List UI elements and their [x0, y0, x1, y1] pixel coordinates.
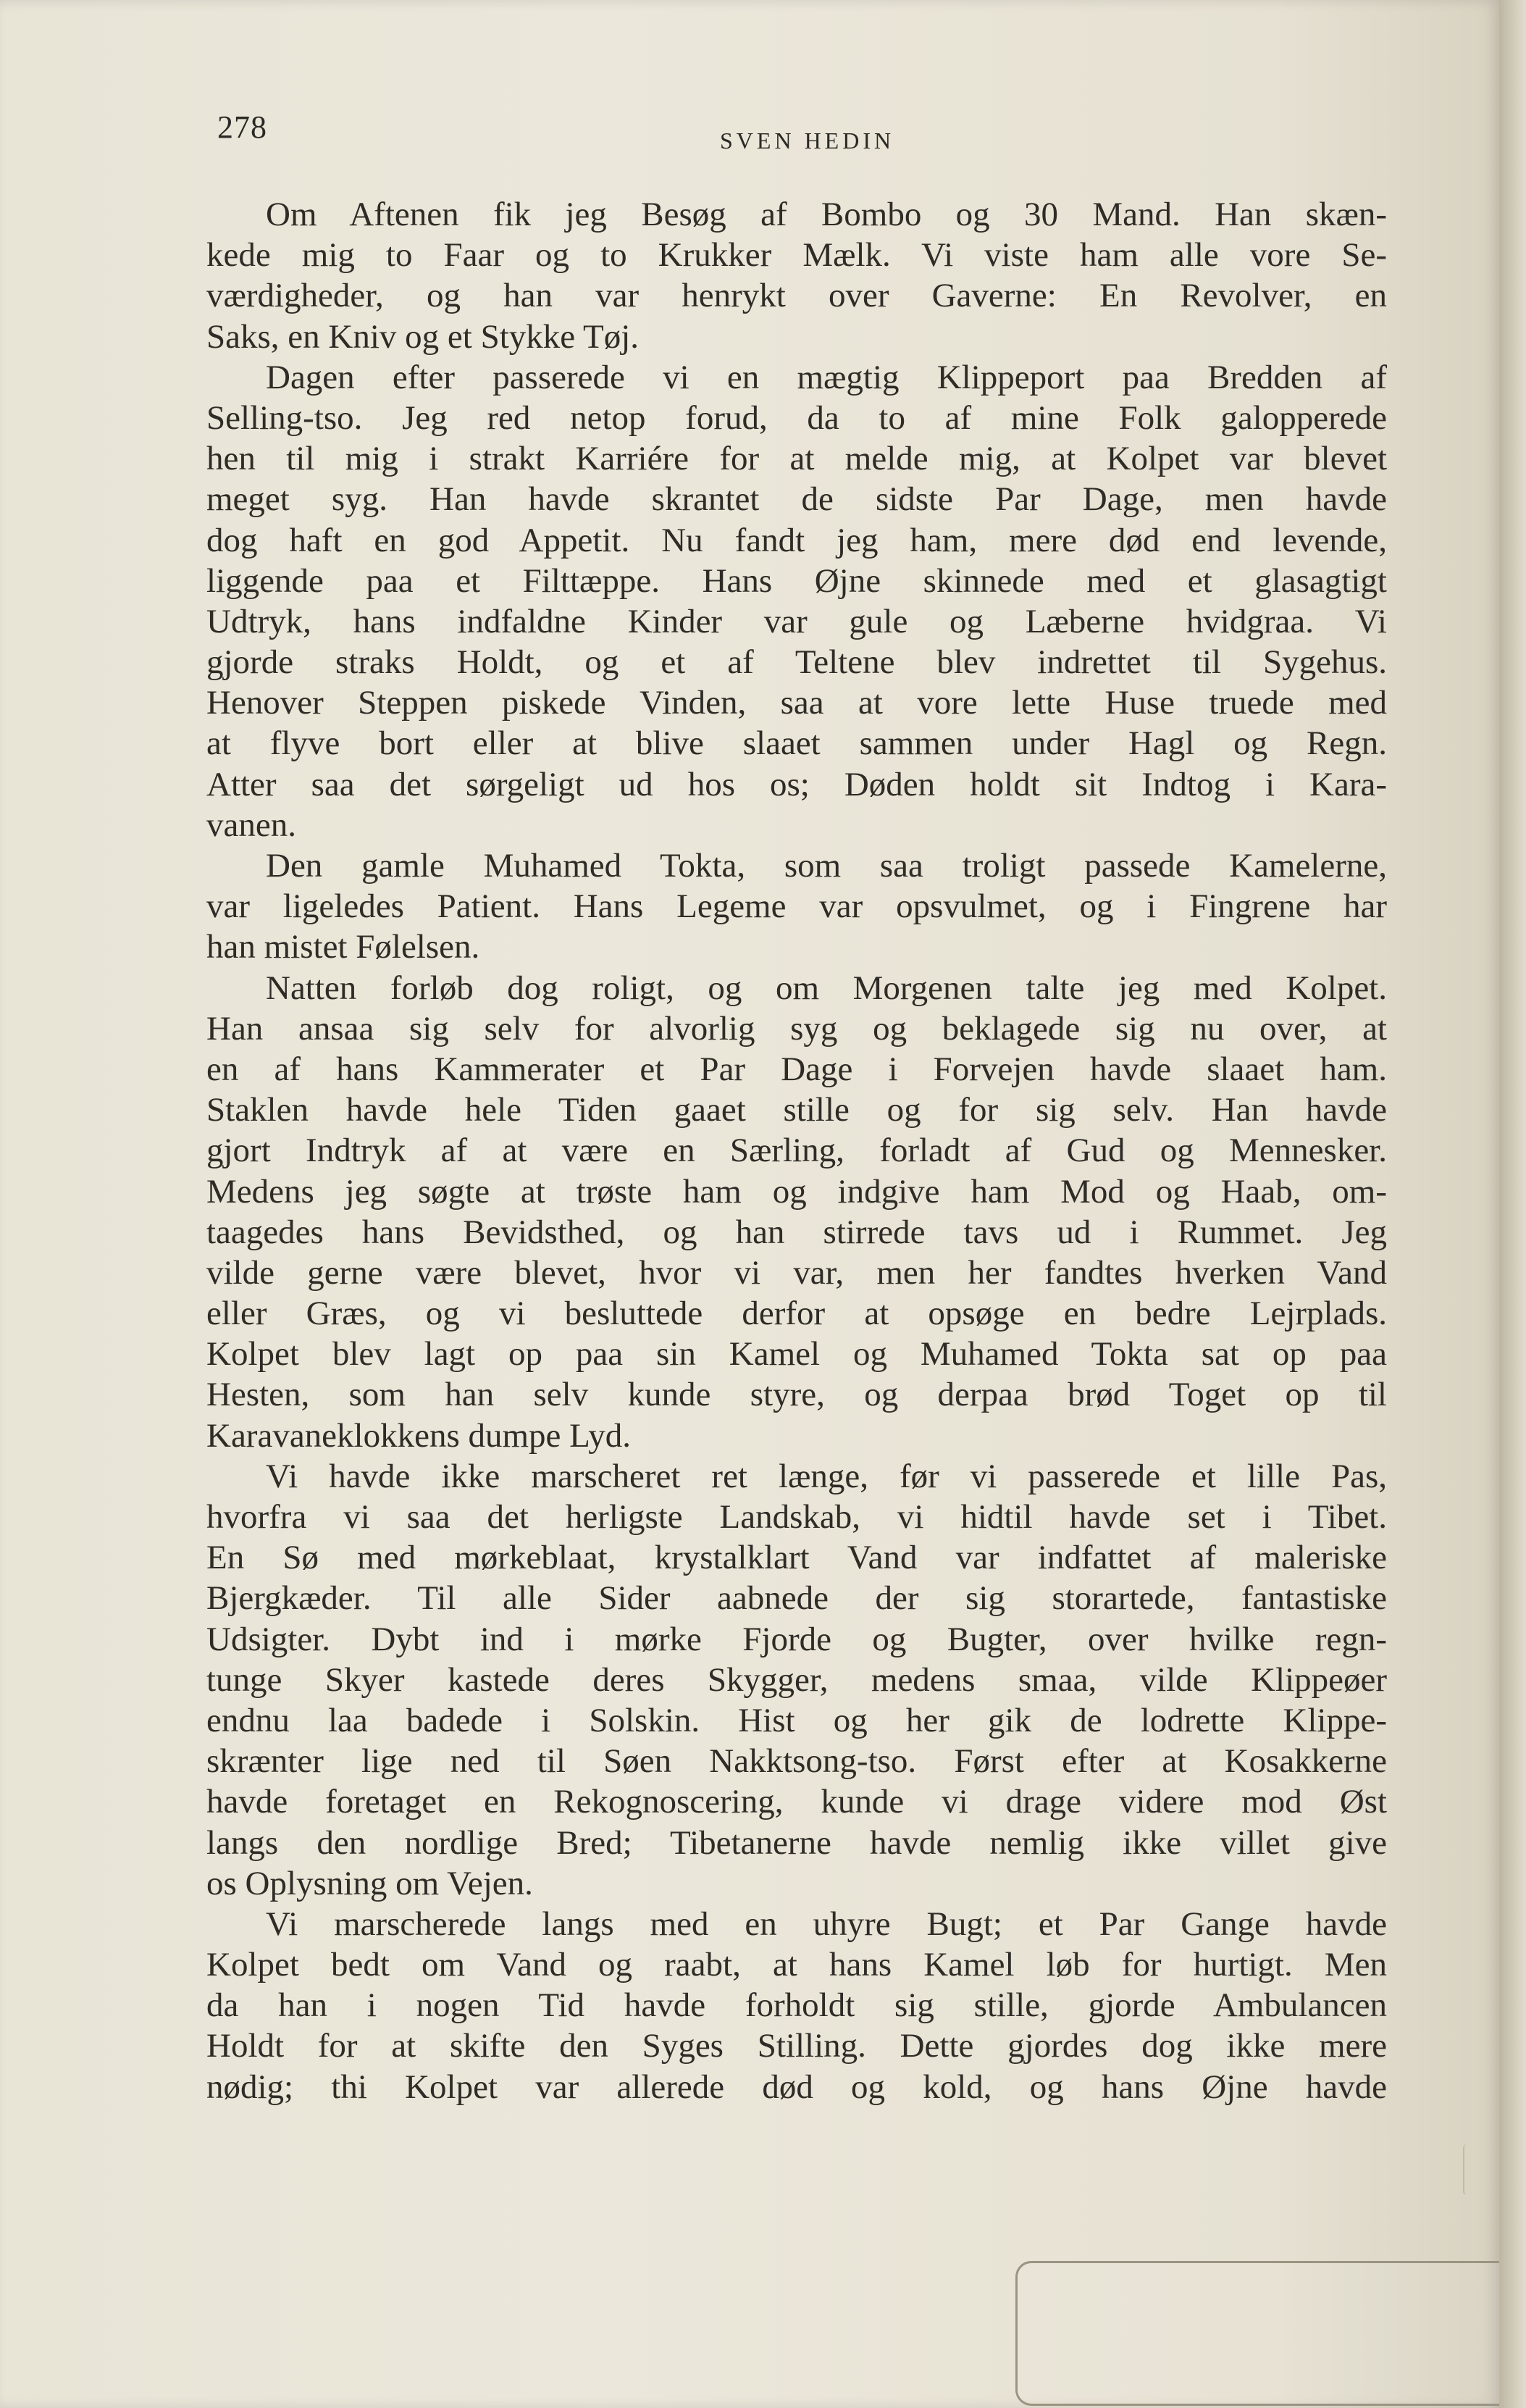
text-line: da han i nogen Tid havde forholdt sig stille, gjorde Ambulancen [206, 1986, 1387, 2025]
body-text [206, 194, 1387, 2107]
page-edge [1499, 0, 1526, 2408]
text-line: hvorfra vi saa det herligste Landskab, vi hidtil havde set i Tibet. [206, 1498, 1387, 1536]
text-line: os Oplysning om Vejen. [206, 1864, 533, 1902]
page-number: 278 [217, 109, 267, 145]
text-line: dog haft en god Appetit. Nu fandt jeg ham, mere død end levende, [206, 521, 1387, 559]
text-line: En Sø med mørkeblaat, krystalklart Vand var indfattet af maleriske [206, 1539, 1387, 1577]
text-line: eller Græs, og vi besluttede derfor at opsøge en bedre Lejrplads. [206, 1295, 1387, 1333]
text-line: vilde gerne være blevet, hvor vi var, men her fandtes hverken Vand [206, 1253, 1387, 1292]
text-line: gjort Indtryk af at være en Særling, forladt af Gud og Mennesker. [206, 1132, 1387, 1170]
text-line: havde foretaget en Rekognoscering, kunde vi drage videre mod Øst [206, 1783, 1387, 1821]
text-line: nødig; thi Kolpet var allerede død og kold, og hans Øjne havde [206, 2068, 1387, 2106]
page-crease-mark [1463, 2144, 1470, 2195]
text-line: vanen. [206, 806, 296, 844]
text-line: gjorde straks Holdt, og et af Teltene blev indrettet til Sygehus. [206, 643, 1387, 682]
library-label-box [1015, 2261, 1499, 2406]
text-line: hen til mig i strakt Karriére for at melde mig, at Kolpet var blevet [206, 440, 1387, 478]
text-line: Saks, en Kniv og et Stykke Tøj. [206, 317, 640, 356]
running-head: SVEN HEDIN [720, 127, 895, 154]
text-line: taagedes hans Bevidsthed, og han stirrede tavs ud i Rummet. Jeg [206, 1213, 1387, 1251]
text-line: Vi havde ikke marscheret ret længe, før vi passerede et lille Pas, [266, 1457, 1387, 1495]
text-line: Natten forløb dog roligt, og om Morgenen talte jeg med Kolpet. [266, 969, 1387, 1007]
text-line: var ligeledes Patient. Hans Legeme var opsvulmet, og i Fingrene har [206, 887, 1387, 926]
text-line: Udsigter. Dybt ind i mørke Fjorde og Bugter, over hvilke regn- [206, 1620, 1387, 1658]
text-line: Staklen havde hele Tiden gaaet stille og for sig selv. Han havde [206, 1091, 1387, 1129]
text-line: Udtryk, hans indfaldne Kinder var gule og Læberne hvidgraa. Vi [206, 602, 1387, 640]
text-line: han mistet Følelsen. [206, 928, 480, 966]
text-line: Medens jeg søgte at trøste ham og indgive ham Mod og Haab, om- [206, 1172, 1387, 1211]
text-line: kede mig to Faar og to Krukker Mælk. Vi viste ham alle vore Se- [206, 236, 1387, 275]
page-header [0, 109, 1499, 167]
text-line: tunge Skyer kastede deres Skygger, medens smaa, vilde Klippeøer [206, 1660, 1387, 1699]
text-line: Kolpet blev lagt op paa sin Kamel og Muhamed Tokta sat op paa [206, 1335, 1387, 1374]
text-line: Henover Steppen piskede Vinden, saa at vore lette Huse truede med [206, 684, 1387, 722]
text-line: Holdt for at skifte den Syges Stilling. Dette gjordes dog ikke mere [206, 2027, 1387, 2065]
text-line: endnu laa badede i Solskin. Hist og her gik de lodrette Klippe- [206, 1701, 1387, 1739]
text-line: værdigheder, og han var henrykt over Gaverne: En Revolver, en [206, 277, 1387, 315]
text-line: Vi marscherede langs med en uhyre Bugt; et Par Gange havde [266, 1905, 1387, 1943]
text-line: skrænter lige ned til Søen Nakktsong-tso. Først efter at Kosakkerne [206, 1742, 1387, 1781]
text-line: Dagen efter passerede vi en mægtig Klippeport paa Bredden af [266, 358, 1387, 396]
text-line: Hesten, som han selv kunde styre, og derpaa brød Toget op til [206, 1376, 1387, 1414]
text-line: Atter saa det sørgeligt ud hos os; Døden holdt sit Indtog i Kara- [206, 765, 1387, 803]
text-line: Han ansaa sig selv for alvorlig syg og beklagede sig nu over, at [206, 1009, 1387, 1048]
text-line: langs den nordlige Bred; Tibetanerne havde nemlig ikke villet give [206, 1823, 1387, 1862]
text-line: Den gamle Muhamed Tokta, som saa troligt passede Kamelerne, [266, 847, 1387, 885]
text-line: Kolpet bedt om Vand og raabt, at hans Kamel løb for hurtigt. Men [206, 1946, 1387, 1984]
text-line: Karavaneklokkens dumpe Lyd. [206, 1416, 632, 1455]
text-line: at flyve bort eller at blive slaaet sammen under Hagl og Regn. [206, 724, 1387, 763]
text-line: Selling-tso. Jeg red netop forud, da to af mine Folk galopperede [206, 398, 1387, 437]
text-line: en af hans Kammerater et Par Dage i Forvejen havde slaaet ham. [206, 1050, 1387, 1088]
text-line: Bjergkæder. Til alle Sider aabnede der sig storartede, fantastiske [206, 1579, 1387, 1618]
text-line: meget syg. Han havde skrantet de sidste Par Dage, men havde [206, 480, 1387, 519]
text-line: Om Aftenen fik jeg Besøg af Bombo og 30 Mand. Han skæn- [266, 196, 1387, 233]
text-line: liggende paa et Filttæppe. Hans Øjne skinnede med et glasagtigt [206, 561, 1387, 600]
